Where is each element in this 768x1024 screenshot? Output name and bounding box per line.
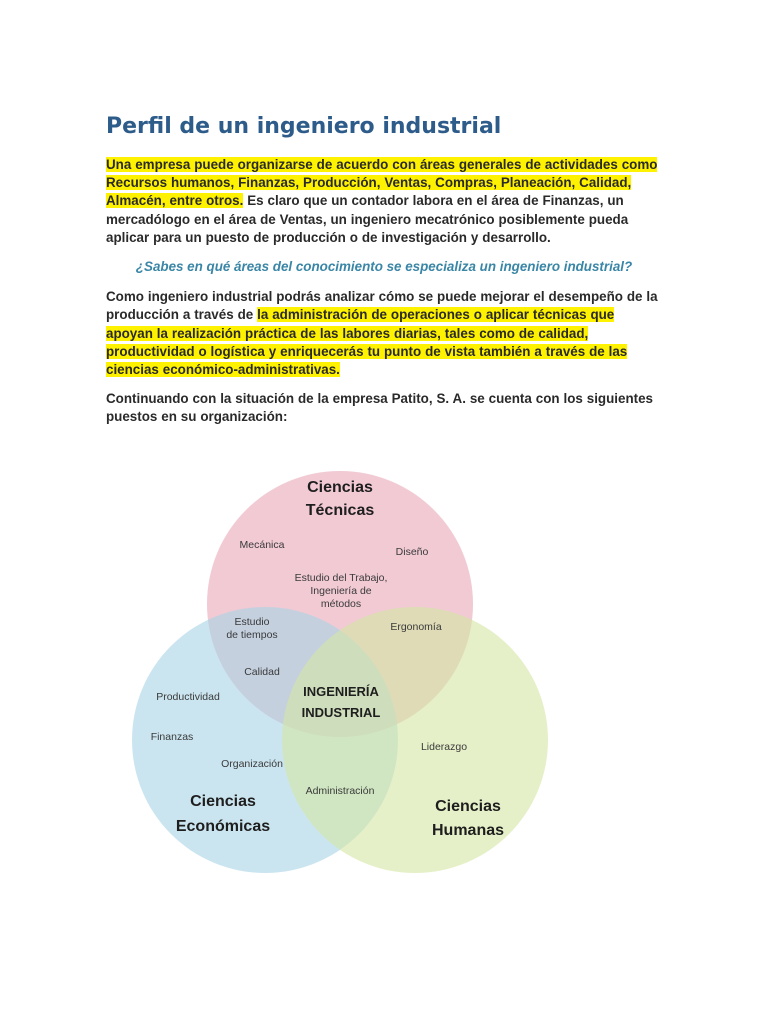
engineer-plain-text: Como ingeniero industrial podrás analizar cómo se puede mejorar el desempeño de la producción a través de [106,289,658,323]
label-calidad: Calidad [244,666,280,678]
label-diseno: Diseño [395,546,429,558]
label-productividad: Productividad [156,691,220,703]
label-administracion: Administración [305,785,375,797]
label-ciencias-humanas-2: Humanas [431,822,505,839]
label-ciencias-humanas-1: Ciencias [435,798,501,815]
company-paragraph: Continuando con la situación de la empresa Patito, S. A. se cuenta con los siguientes puestos en su organización: [106,391,653,425]
intro-highlighted-text: Una empresa puede organizarse de acuerdo con áreas generales de actividades como Recursos humanos, Finanzas, Producción, Ventas, Compras, Planeación, Calidad, Almacén, entre otros. [106,157,658,209]
document-page [106,112,662,438]
label-ingenieria-industrial-2: INDUSTRIAL [301,705,381,720]
label-ingenieria-industrial-1: INGENIERÍA [303,684,379,699]
label-liderazgo: Liderazgo [420,741,468,753]
label-ciencias-tecnicas-1: Ciencias [307,479,373,496]
page-title: Perfil de un ingeniero industrial [106,114,502,139]
label-estudio-trabajo-1: Estudio del Trabajo, [294,572,388,584]
label-organizacion: Organización [221,758,283,770]
question-text: ¿Sabes en qué áreas del conocimiento se especializa un ingeniero industrial? [135,259,633,275]
engineer-highlighted-text: la administración de operaciones o aplicar técnicas que apoyan la realización práctica de las labores diarias, tales como de calidad, productividad o logística y enriquecerás tu punto de vista también a través de las ciencias económico-administrativas. [106,307,628,378]
label-finanzas: Finanzas [150,731,194,743]
label-mecanica: Mecánica [239,539,285,551]
intro-paragraph [106,156,662,247]
engineer-paragraph [106,288,662,379]
label-estudio-tiempos-2: de tiempos [226,629,278,641]
intro-plain-text: Es claro que un contador labora en el área de Finanzas, un mercadólogo en el área de Ventas, un ingeniero mecatrónico posiblemente pueda aplicar para un puesto de producción o de investigación y desarrollo. [106,193,629,245]
label-ciencias-tecnicas-2: Técnicas [305,502,375,519]
circle-ciencias-humanas [282,607,548,873]
label-estudio-trabajo-3: métodos [320,598,362,610]
label-ergonomia: Ergonomía [390,621,442,633]
label-ciencias-economicas-2: Económicas [175,818,271,835]
venn-diagram [126,466,556,878]
label-estudio-trabajo-2: Ingeniería de [310,585,372,597]
label-estudio-tiempos-1: Estudio [234,616,270,628]
label-ciencias-economicas-1: Ciencias [190,793,256,810]
